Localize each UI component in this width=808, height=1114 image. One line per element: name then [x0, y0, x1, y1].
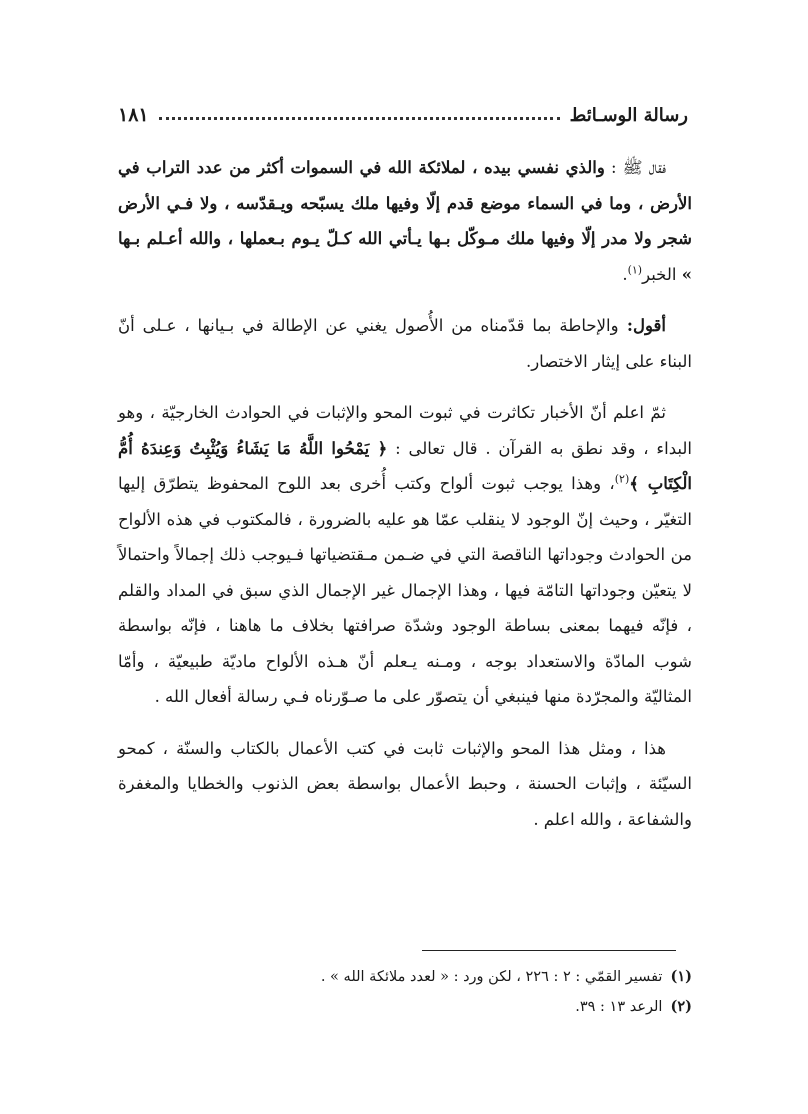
footnote-ref-2[interactable]: (٢): [614, 472, 630, 486]
footnote-separator: [422, 950, 676, 951]
footnote-text: تفسير القمّي : ٢ : ٢٢٦ ، لكن ورد : « لعدد ملائكة الله » .: [320, 969, 663, 985]
footnote-number: (١): [670, 968, 692, 985]
running-title: رسالة الوسـائط: [569, 105, 688, 126]
paragraph-aqulu: [118, 308, 692, 379]
hadith-suffix: الخبر: [642, 264, 682, 284]
footnote-ref-1[interactable]: (١): [627, 263, 643, 276]
hadith-quote: والذي نفسي بيده ، لملائكة الله في السموات أكثر من عدد التراب في الأرض ، وما في السماء موضع قدم إلّا وفيها ملك يسبّحه ويـقدّسه ، ولا فـي الأرض شجر ولا مدر إلّا وفيها ملك مـوكّل بـها يـأتي الله كـلّ يـوم بـعملها ، والله أعـلم بـها »: [118, 158, 692, 284]
running-header: [118, 96, 688, 126]
aqulu-lead: أقول:: [618, 316, 666, 335]
footnotes: [118, 962, 692, 1022]
page-number: ١٨١: [118, 104, 149, 126]
footnote-text: الرعد ١٣ : ٣٩.: [575, 999, 663, 1015]
paragraph-bada: [118, 395, 692, 715]
aqulu-text: والإحاطة بما قدّمناه من الأُصول يغني عن الإطالة في بـيانها ، عـلى أنّ البناء على إيثار الاختصار.: [118, 316, 692, 371]
paragraph-conclusion: [118, 731, 692, 838]
hadith-intro: فقال ﷺ :: [604, 158, 667, 177]
quran-verse: ﴿ يَمْحُوا اللَّهُ مَا يَشَاءُ وَيُثْبِتُ وَعِندَهُ أُمُّ الْكِتَابِ ﴾: [118, 438, 692, 493]
footnote-item: [118, 962, 692, 992]
paragraph-hadith: فقال ﷺ : والذي نفسي بيده ، لملائكة الله في السموات أكثر من عدد التراب في الأرض ، وما في السماء موضع قدم إلّا وفيها ملك يسبّحه ويـقدّسه ، ولا فـي الأرض شجر ولا مدر إلّا وفيها ملك مـوكّل بـها يـأتي الله كـلّ يـوم بـعملها ، والله أعـلم بـها » الخبر$^{(١)}$.: [118, 158, 692, 284]
bada-text-b: ، وهذا يوجب ثبوت ألواح وكتب أُخرى بعد اللوح المحفوظ يتطرّق إليها التغيّر ، وحيث إنّ الوجود لا ينقلب عمّا هو عليه بالضرورة ، فالمكتوب في هذه الألواح من الحوادث وجوداتها الناقصة التي في ضـمن مـقتضياتها فـيوجب ذلك إجمالاً واحتمالاً لا يتعيّن وجوداتها التامّة فيها ، وهذا الإجمال غير الإجمال الذي سبق في المداد والقلم ، فإنّه فيهما بمعنى بساطة الوجود وشدّة صرافتها بخلاف ما هاهنا ، فإنّه بواسطة شوب المادّة والاستعداد بوجه ، ومـنه يـعلم أنّ هـذه الألواح ماديّة طبيعيّة ، وأمّا المثاليّة والمجرّدة منها فينبغي أن يتصوّر على ما صـوّرناه فـي رسالة أفعال الله .: [118, 474, 692, 706]
footnote-number: (٢): [670, 998, 692, 1015]
body-text: [118, 150, 692, 853]
header-leader-dots: [159, 117, 560, 120]
footnote-item: [118, 992, 692, 1022]
conclusion-text: هذا ، ومثل هذا المحو والإثبات ثابت في كتب الأعمال بالكتاب والسنّة ، كمحو السيّئة ، وإثبات الحسنة ، وحبط الأعمال بواسطة بعض الذنوب والخطايا والمغفرة والشفاعة ، والله اعلم .: [118, 738, 692, 829]
bada-text-a: ثمّ اعلم أنّ الأخبار تكاثرت في ثبوت المحو والإثبات في الحوادث الخارجيّة ، وهو البداء ، وقد نطق به القرآن . قال تعالى :: [118, 403, 692, 458]
